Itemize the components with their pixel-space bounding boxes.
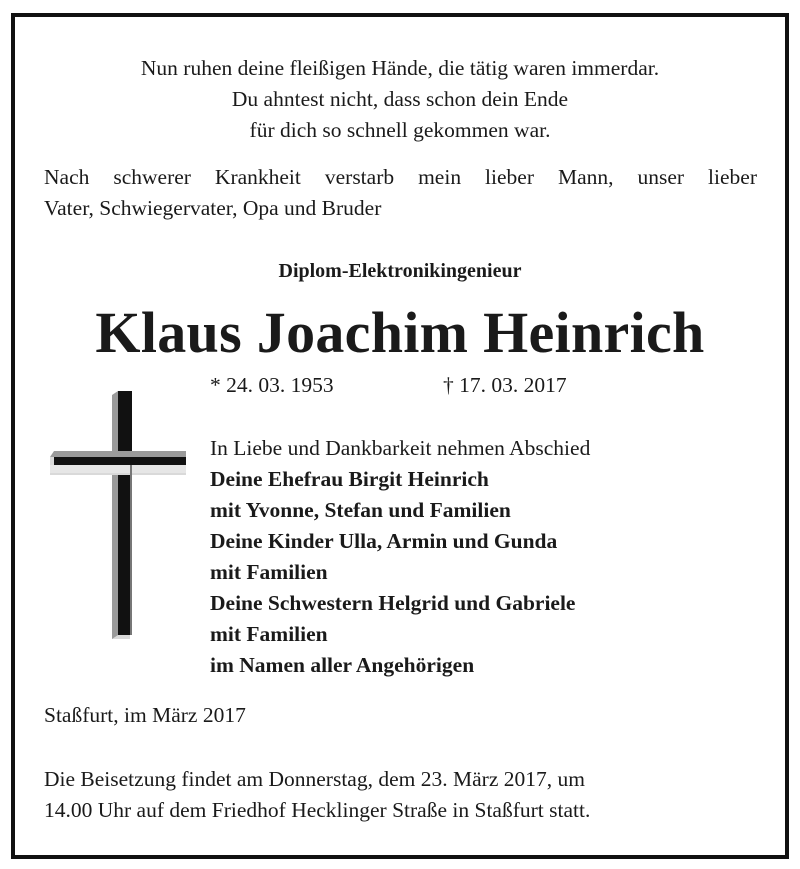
obituary-frame bbox=[11, 13, 789, 859]
announcement-line: Vater, Schwiegervater, Opa und Bruder bbox=[44, 196, 382, 220]
deceased-title: Diplom-Elektronikingenieur bbox=[278, 260, 522, 282]
birth-date: * 24. 03. 1953 bbox=[210, 373, 334, 397]
mourner-line: mit Yvonne, Stefan und Familien bbox=[210, 498, 511, 522]
cross-icon bbox=[48, 387, 188, 647]
announcement-text bbox=[44, 162, 757, 224]
death-date: † 17. 03. 2017 bbox=[443, 373, 567, 397]
place-and-date: Staßfurt, im März 2017 bbox=[44, 703, 246, 727]
mourner-line: Deine Ehefrau Birgit Heinrich bbox=[210, 467, 489, 491]
verse-line: für dich so schnell gekommen war. bbox=[249, 118, 551, 142]
funeral-notice bbox=[44, 764, 764, 826]
mourner-line: Deine Schwestern Helgrid und Gabriele bbox=[210, 591, 576, 615]
funeral-line: 14.00 Uhr auf dem Friedhof Hecklinger Straße in Staßfurt statt. bbox=[44, 798, 591, 822]
mourner-line: mit Familien bbox=[210, 622, 328, 646]
memorial-verse bbox=[15, 53, 785, 146]
mourner-line: Deine Kinder Ulla, Armin und Gunda bbox=[210, 529, 558, 553]
deceased-name: Klaus Joachim Heinrich bbox=[95, 300, 705, 365]
announcement-line: Nach schwerer Krankheit verstarb mein lieber Mann, unser lieber bbox=[44, 165, 757, 189]
verse-line: Du ahntest nicht, dass schon dein Ende bbox=[231, 87, 569, 111]
verse-line: Nun ruhen deine fleißigen Hände, die tätig waren immerdar. bbox=[140, 56, 660, 80]
mourner-line: im Namen aller Angehörigen bbox=[210, 653, 475, 677]
mourner-line: mit Familien bbox=[210, 560, 328, 584]
mourners-intro: In Liebe und Dankbarkeit nehmen Abschied bbox=[210, 436, 591, 460]
mourners-list bbox=[210, 433, 750, 681]
funeral-line: Die Beisetzung findet am Donnerstag, dem 23. März 2017, um bbox=[44, 767, 585, 791]
